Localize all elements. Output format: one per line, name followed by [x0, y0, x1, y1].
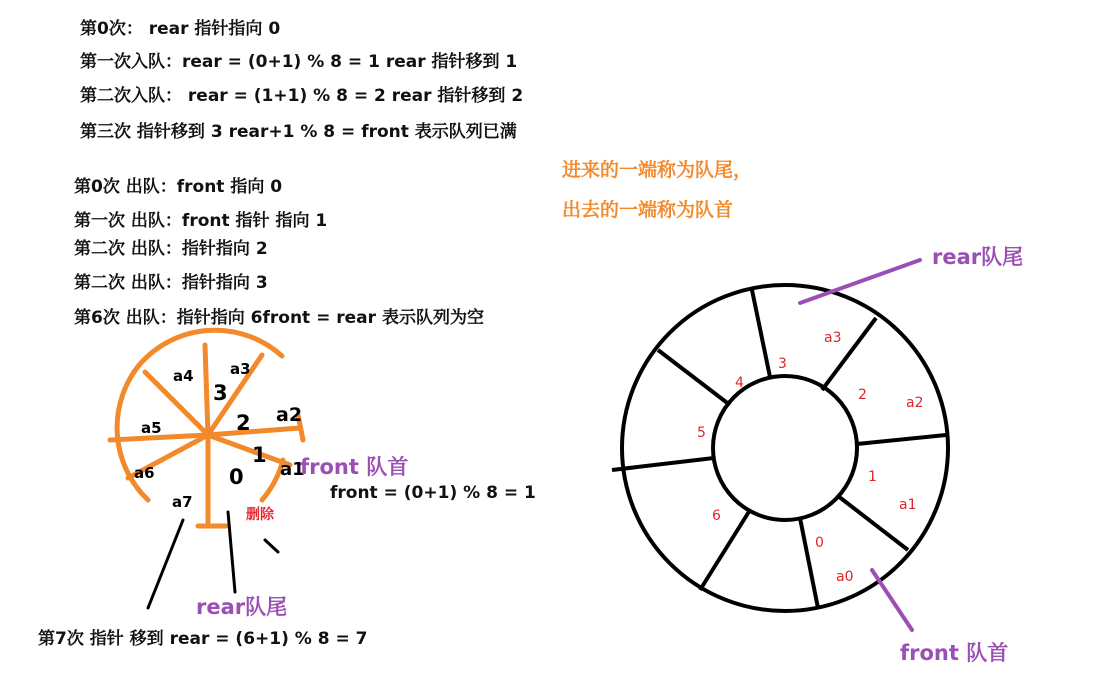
sketch-element: a3	[230, 360, 251, 378]
ring-element: a2	[906, 395, 924, 411]
enqueue-note-2: 第二次入队： rear = (1+1) % 8 = 2 rear 指针移到 2	[80, 86, 524, 106]
dequeue-note-0: 第0次 出队：front 指向 0	[74, 177, 283, 197]
ring-divider	[700, 510, 750, 590]
pointer-line	[148, 520, 183, 608]
sketch-element: a2	[276, 404, 303, 426]
orange-sketch	[110, 330, 303, 526]
sketch-spoke	[208, 435, 290, 465]
ring-divider	[857, 435, 946, 444]
sketch-element: a4	[173, 367, 194, 385]
ring-inner	[713, 376, 857, 520]
seventh-note: 第7次 指针 移到 rear = (6+1) % 8 = 7	[38, 629, 368, 649]
ring-index: 0	[815, 535, 824, 551]
ring-index: 1	[868, 469, 877, 485]
dequeue-note-4: 第6次 出队：指针指向 6front = rear 表示队列为空	[74, 308, 484, 328]
sketch-element: a5	[141, 419, 162, 437]
ring-divider	[838, 496, 908, 550]
ring-divider	[658, 350, 730, 405]
ring-outer	[622, 285, 948, 611]
ring-index: 5	[697, 425, 706, 441]
delete-label: 删除	[246, 507, 274, 523]
pointer-line	[265, 540, 278, 552]
front-pointer-line	[872, 570, 912, 630]
sketch-spoke	[205, 345, 208, 435]
definition-line-0: 进来的一端称为队尾，	[562, 159, 753, 181]
sketch-index: 2	[236, 411, 251, 435]
ring-divider	[752, 290, 770, 377]
enqueue-note-3: 第三次 指针移到 3 rear+1 % 8 = front 表示队列已满	[80, 122, 517, 142]
enqueue-note-0: 第0次： rear 指针指向 0	[80, 19, 281, 39]
sketch-element: a6	[134, 464, 155, 482]
sketch-index: 0	[229, 465, 244, 489]
sketch-front-label: front 队首	[300, 455, 409, 479]
dequeue-note-1: 第一次 出队：front 指针 指向 1	[74, 211, 328, 231]
ring-index: 6	[712, 508, 721, 524]
ring-element: a3	[824, 330, 842, 346]
ring-rear-label: rear队尾	[932, 245, 1024, 269]
sketch-rear-label: rear队尾	[196, 595, 288, 619]
ring-index: 4	[735, 375, 744, 391]
sketch-index: 1	[252, 443, 267, 467]
ring-element: a1	[899, 497, 917, 513]
front-formula: front = (0+1) % 8 = 1	[330, 483, 536, 503]
ring-index: 3	[778, 356, 787, 372]
ring-divider	[612, 458, 714, 470]
circular-queue-ring	[612, 285, 948, 611]
dequeue-note-2: 第二次 出队：指针指向 2	[74, 239, 268, 259]
ring-divider	[800, 518, 818, 608]
sketch-index: 3	[213, 381, 228, 405]
dequeue-note-3: 第二次 出队：指针指向 3	[74, 273, 268, 293]
ring-divider	[822, 318, 876, 390]
enqueue-note-1: 第一次入队：rear = (0+1) % 8 = 1 rear 指针移到 1	[80, 52, 518, 72]
ring-index: 2	[858, 387, 867, 403]
ring-front-label: front 队首	[900, 641, 1009, 665]
sketch-spoke	[208, 428, 300, 435]
ring-element: a0	[836, 569, 854, 585]
sketch-element: a7	[172, 493, 193, 511]
rear-pointer-line	[800, 260, 920, 303]
pointer-line	[228, 512, 235, 592]
sketch-element: a1	[280, 459, 305, 480]
definition-line-1: 出去的一端称为队首	[562, 199, 734, 221]
